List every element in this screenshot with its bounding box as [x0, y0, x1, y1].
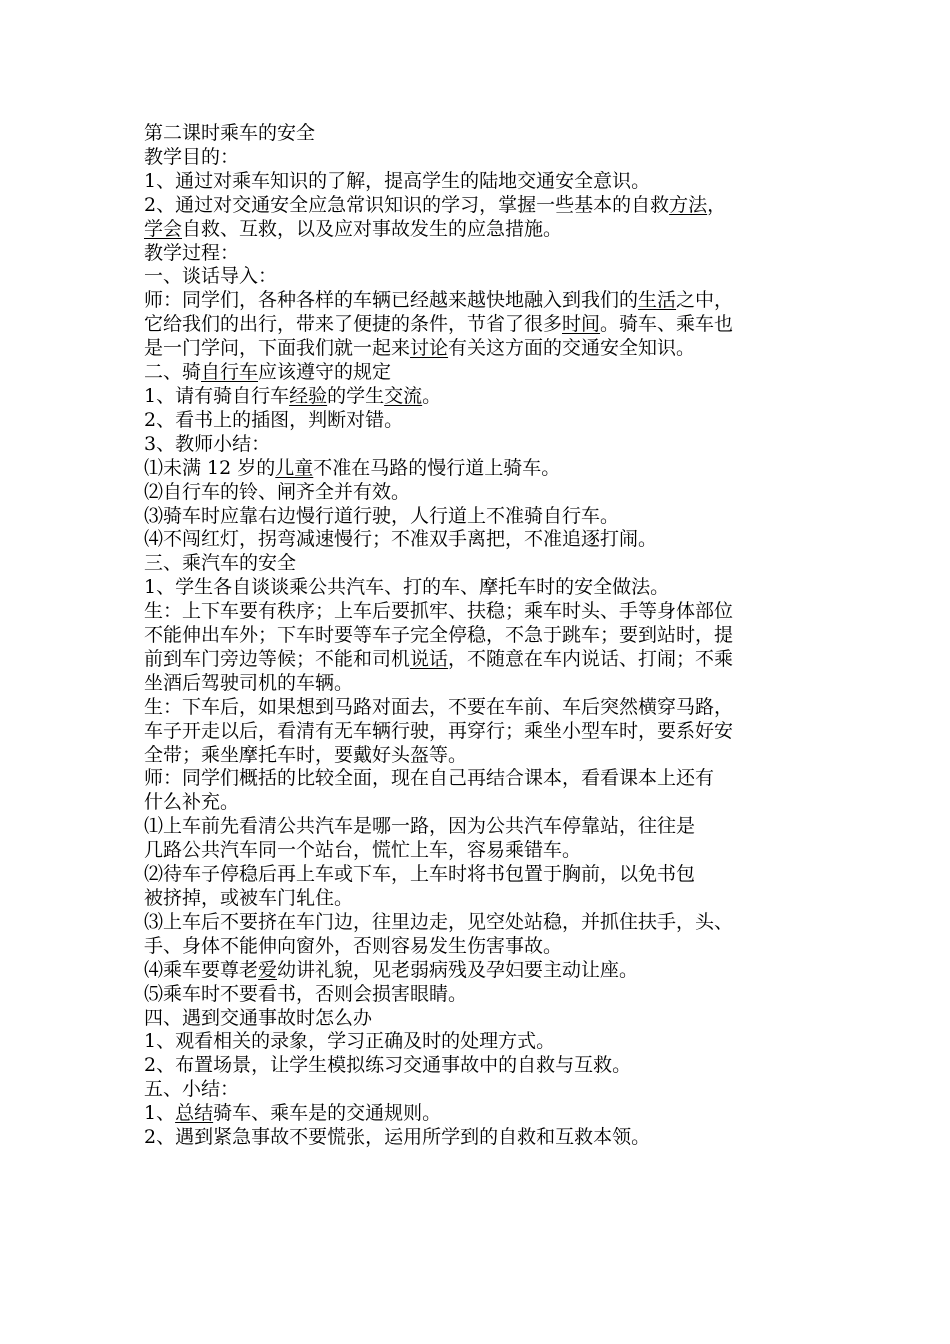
text-line	[144, 600, 816, 624]
text-segment: 三、乘汽车的安全	[144, 552, 297, 575]
underlined-link-text[interactable]: 儿童	[275, 456, 314, 479]
text-line	[144, 170, 816, 194]
text-line	[144, 720, 816, 744]
text-segment: 不能伸出车外；下车时要等车子完全停稳，不急于跳车；要到站时，提	[144, 624, 734, 647]
text-segment: 师：同学们，各种各样的车辆已经越来越快地融入到我们的	[144, 289, 639, 312]
text-segment: ⑶上车后不要挤在车门边，往里边走，见空处站稳，并抓住扶手，头、	[144, 910, 734, 933]
text-line	[144, 552, 816, 576]
text-segment: 二、骑	[144, 361, 202, 384]
text-line	[144, 289, 816, 313]
text-line	[144, 313, 816, 337]
text-line	[144, 1007, 816, 1031]
text-segment: 手、身体不能伸向窗外，否则容易发生伤害事故。	[144, 934, 563, 957]
text-line	[144, 935, 816, 959]
text-segment: ⑷不闯红灯，拐弯减速慢行；不准双手离把，不准追逐打闹。	[144, 528, 658, 551]
underlined-link-text[interactable]: 爱	[258, 958, 278, 981]
text-segment: 骑车、乘车是的交通规则。	[213, 1102, 442, 1125]
text-line	[144, 767, 816, 791]
text-line	[144, 481, 816, 505]
text-segment: 生：下车后，如果想到马路对面去，不要在车前、车后突然横穿马路，	[144, 695, 734, 718]
text-line	[144, 863, 816, 887]
text-segment: 车子开走以后，看清有无车辆行驶，再穿行；乘坐小型车时，要系好安	[144, 719, 734, 742]
text-line	[144, 122, 816, 146]
text-segment: 一、谈话导入：	[144, 265, 278, 288]
text-segment: ⑶骑车时应靠右边慢行道行驶，人行道上不准骑自行车。	[144, 504, 620, 527]
text-segment: 被挤掉，或被车门轧住。	[144, 887, 354, 909]
text-segment: 是一门学问，下面我们就一起来	[144, 337, 411, 360]
underlined-link-text[interactable]: 生活	[638, 289, 677, 312]
text-line	[144, 839, 816, 863]
text-segment: 2、看书上的插图，判断对错。	[144, 408, 404, 431]
document-body	[144, 122, 816, 1150]
text-line	[144, 433, 816, 457]
text-segment: ，	[707, 193, 727, 216]
text-segment: 。骑车、乘车也	[600, 313, 734, 336]
text-segment: 2、遇到紧急事故不要慌张，运用所学到的自救和互救本领。	[144, 1126, 651, 1149]
text-line	[144, 457, 816, 481]
text-segment: 全带；乘坐摩托车时，要戴好头盔等。	[144, 743, 468, 766]
underlined-link-text[interactable]: 方法	[669, 193, 708, 216]
text-segment: 自救、互救，以及应对事故发生的应急措施。	[182, 217, 563, 240]
underlined-link-text[interactable]: 经验	[289, 384, 328, 407]
text-line	[144, 528, 816, 552]
text-segment: ，不随意在车内说话、打闹；不乘	[448, 647, 734, 670]
text-segment: 幼讲礼貌，见老弱病残及孕妇要主动让座。	[277, 958, 639, 981]
underlined-link-text[interactable]: 讨论	[410, 337, 449, 360]
text-segment: 。	[422, 384, 442, 407]
text-segment: 有关这方面的交通安全知识。	[448, 337, 696, 360]
text-segment: ⑴未满 12 岁的	[144, 456, 276, 479]
text-segment: 1、通过对乘车知识的了解，提高学生的陆地交通安全意识。	[144, 169, 651, 192]
text-segment: 1、	[144, 1102, 176, 1125]
text-segment: 第二课时乘车的安全	[144, 122, 316, 144]
text-line	[144, 696, 816, 720]
underlined-link-text[interactable]: 总结	[175, 1102, 214, 1125]
text-segment: 1、学生各自谈谈乘公共汽车、打的车、摩托车时的安全做法。	[144, 576, 670, 599]
text-segment: 3、教师小结：	[144, 432, 271, 455]
text-segment: 不准在马路的慢行道上骑车。	[313, 456, 561, 479]
text-segment: ⑵自行车的铃、闸齐全并有效。	[144, 480, 411, 503]
text-line	[144, 672, 816, 696]
underlined-link-text[interactable]: 说话	[410, 647, 449, 670]
text-line	[144, 1054, 816, 1078]
text-line	[144, 624, 816, 648]
text-segment: 四、遇到交通事故时怎么办	[144, 1006, 373, 1029]
underlined-link-text[interactable]: 交流	[384, 384, 423, 407]
text-segment: 师：同学们概括的比较全面，现在自己再结合课本，看看课本上还有	[144, 767, 715, 790]
text-segment: 应该遵守的规定	[258, 361, 392, 384]
text-line	[144, 911, 816, 935]
text-line	[144, 983, 816, 1007]
text-segment: 前到车门旁边等候；不能和司机	[144, 647, 411, 670]
text-segment: 生：上下车要有秩序；上车后要抓牢、扶稳；乘车时头、手等身体部位	[144, 600, 734, 623]
text-segment: 1、观看相关的录象，学习正确及时的处理方式。	[144, 1030, 556, 1053]
text-line	[144, 744, 816, 768]
text-segment: 的学生	[327, 384, 385, 407]
text-line	[144, 194, 816, 218]
text-line	[144, 815, 816, 839]
text-line	[144, 385, 816, 409]
text-segment: 什么补充。	[144, 791, 240, 814]
text-segment: 坐酒后驾驶司机的车辆。	[144, 671, 354, 694]
text-segment: 教学过程：	[144, 241, 240, 264]
text-line	[144, 1078, 816, 1102]
text-segment: ⑴上车前先看清公共汽车是哪一路，因为公共汽车停靠站，往往是	[144, 815, 696, 838]
text-segment: ⑵待车子停稳后再上车或下车，上车时将书包置于胸前，以免书包	[144, 863, 696, 886]
text-line	[144, 361, 816, 385]
text-line	[144, 146, 816, 170]
text-line	[144, 242, 816, 266]
underlined-link-text[interactable]: 学会	[144, 217, 183, 240]
underlined-link-text[interactable]: 自行车	[201, 361, 259, 384]
text-line	[144, 505, 816, 529]
text-line	[144, 887, 816, 911]
text-line	[144, 265, 816, 289]
text-segment: 2、通过对交通安全应急常识知识的学习，掌握一些基本的自救	[144, 193, 670, 216]
text-segment: ⑸乘车时不要看书，否则会损害眼睛。	[144, 982, 468, 1005]
text-line	[144, 648, 816, 672]
text-segment: ⑷乘车要尊老	[144, 958, 259, 981]
text-line	[144, 1030, 816, 1054]
text-segment: 1、请有骑自行车	[144, 384, 290, 407]
text-line	[144, 1126, 816, 1150]
text-line	[144, 791, 816, 815]
underlined-link-text[interactable]: 时间	[562, 313, 601, 336]
text-line	[144, 337, 816, 361]
text-line	[144, 576, 816, 600]
text-segment: 几路公共汽车同一个站台，慌忙上车，容易乘错车。	[144, 839, 582, 862]
text-segment: 之中，	[676, 289, 734, 312]
text-line	[144, 409, 816, 433]
text-line	[144, 1102, 816, 1126]
text-segment: 五、小结：	[144, 1078, 240, 1101]
text-segment: 2、布置场景，让学生模拟练习交通事故中的自救与互救。	[144, 1054, 632, 1077]
text-line	[144, 959, 816, 983]
text-segment: 教学目的：	[144, 145, 240, 168]
text-line	[144, 218, 816, 242]
text-segment: 它给我们的出行，带来了便捷的条件，节省了很多	[144, 313, 563, 336]
